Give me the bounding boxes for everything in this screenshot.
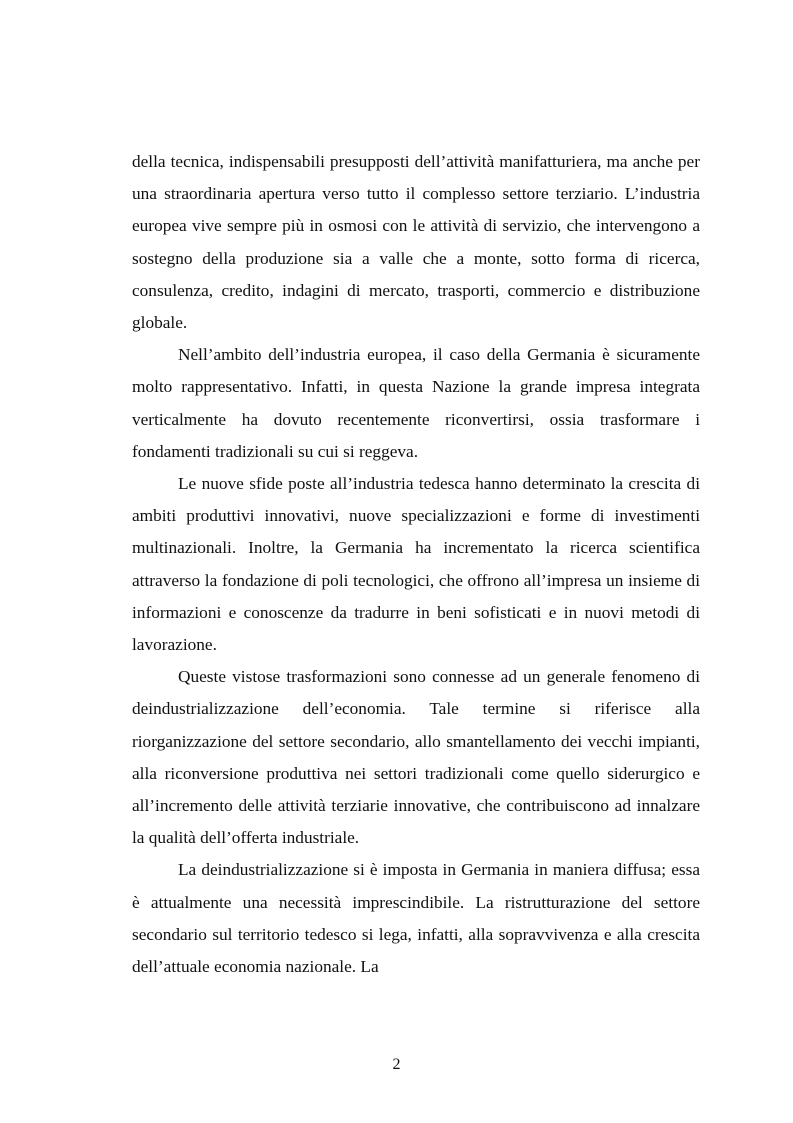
paragraph-diffusion: La deindustrializzazione si è imposta in Germania in maniera diffusa; essa è attualmente una necessità imprescindibile. La ristrutturazione del settore secondario sul territorio tedesco si lega, infatti, alla sopravvivenza e alla crescita dell’attuale economia nazionale. La — [132, 860, 700, 977]
paragraph-deindustrialization: Queste vistose trasformazioni sono connesse ad un generale fenomeno di deindustrializzazione dell’economia. Tale termine si riferisce alla riorganizzazione del settore secondario, allo smantellamento dei vecchi impianti, alla riconversione produttiva nei settori tradizionali come quello siderurgico e all’incremento delle attività terziarie innovative, che contribuiscono ad innalzare la qualità dell’offerta industriale. — [132, 667, 700, 848]
paragraph-germany-case: Nell’ambito dell’industria europea, il caso della Germania è sicuramente molto rappresentativo. Infatti, in questa Nazione la grande impresa integrata verticalmente ha dovuto recentemente riconvertirsi, ossia trasformare i fondamenti tradizionali su cui si reggeva. — [132, 345, 700, 461]
paragraph-new-challenges: Le nuove sfide poste all’industria tedesca hanno determinato la crescita di ambiti produttivi innovativi, nuove specializzazioni e forme di investimenti multinazionali. Inoltre, la Germania ha incrementato la ricerca scientifica attraverso la fondazione di poli tecnologici, che offrono all’impresa un insieme di informazioni e conoscenze da tradurre in beni sofisticati e in nuovi metodi di lavorazione. — [132, 474, 700, 655]
paragraph-continuation: della tecnica, indispensabili presupposti dell’attività manifatturiera, ma anche per una straordinaria apertura verso tutto il complesso settore terziario. L’industria europea vive sempre più in osmosi con le attività di servizio, che intervengono a sostegno della produzione sia a valle che a monte, sotto forma di ricerca, consulenza, credito, indagini di mercato, trasporti, commercio e distribuzione globale. — [132, 152, 700, 333]
page-number: 2 — [392, 1056, 401, 1073]
body-text — [132, 146, 700, 983]
